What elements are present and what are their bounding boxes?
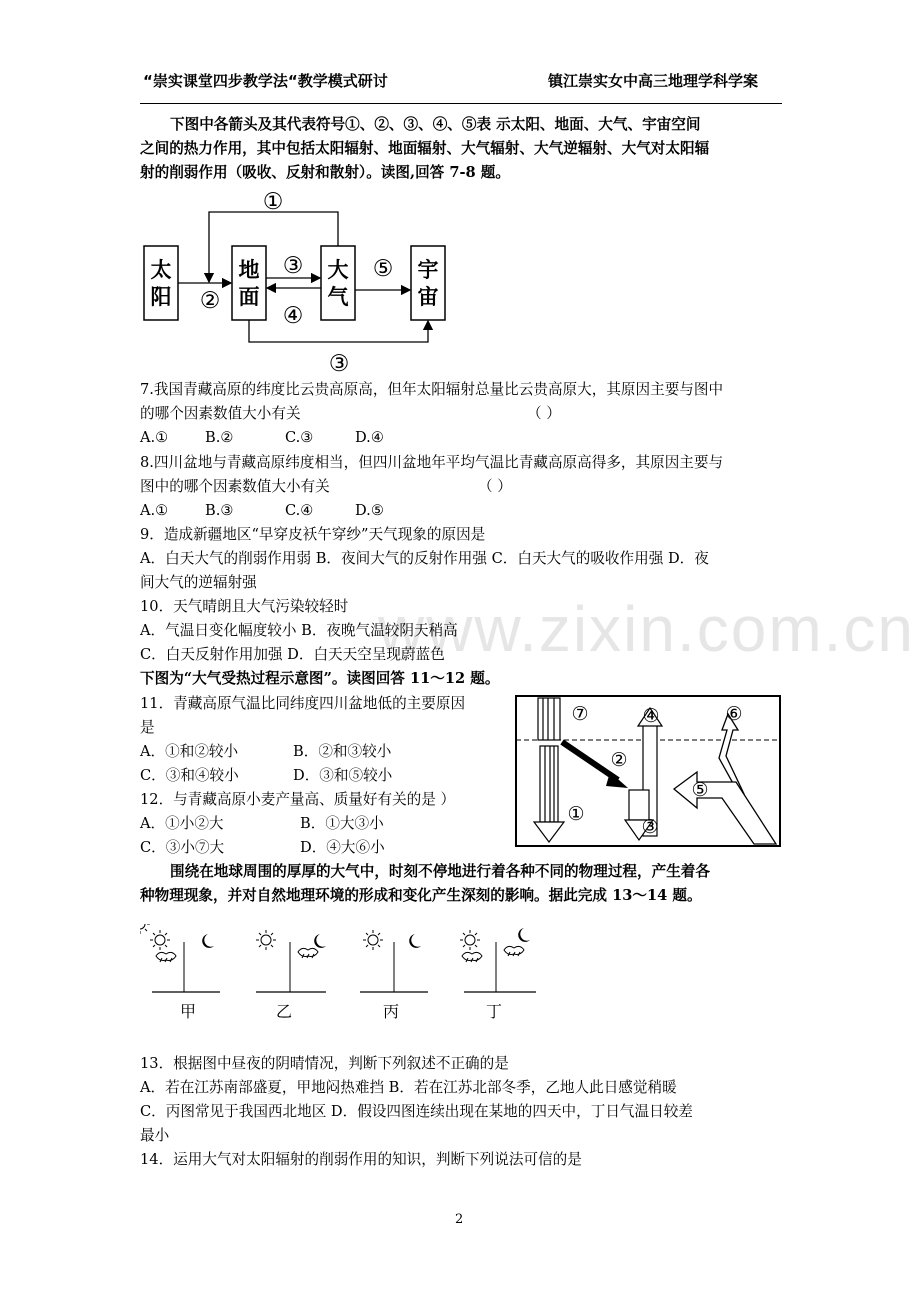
label-3: ③ [282, 253, 304, 279]
q12-opt-a: A．①小②大 [140, 815, 224, 832]
q10-line2: A．气温日变化幅度较小 B．夜晚气温较阴天稍高 [140, 622, 458, 639]
svg-text:⑦: ⑦ [571, 703, 589, 725]
box-space-label-2: 宙 [417, 284, 439, 309]
q9-line2: A．白天大气的削弱作用弱 B．夜间大气的反射作用强 C．白天大气的吸收作用强 D．夜 [140, 550, 709, 567]
intro-line3: 射的削弱作用（吸收、反射和散射）。读图,回答 7-8 题。 [140, 164, 510, 181]
header-rule [140, 103, 782, 104]
label-2: ② [199, 288, 221, 314]
box-sun-label-1: 太 [150, 257, 172, 282]
intro-line1: 下图中各箭头及其代表符号①、②、③、④、⑤表 示太阳、地面、大气、宇宙空间 [170, 116, 701, 133]
intro3-line2: 种物理现象，并对自然地理环境的形成和变化产生深刻的影响。据此完成 13～14 题。 [140, 887, 702, 904]
intro2: 下图为“大气受热过程示意图”。读图回答 11～12 题。 [140, 670, 500, 687]
q11-line1: 11．青藏高原气温比同纬度四川盆地低的主要原因 [140, 695, 466, 712]
svg-text:②: ② [610, 749, 628, 771]
q9-line1: 9．造成新疆地区“早穿皮袄午穿纱”天气现象的原因是 [140, 526, 486, 543]
label-3b: ③ [328, 351, 350, 374]
intro3-line1: 围绕在地球周围的厚厚的大气中，时刻不停地进行着各种不同的物理过程，产生着各 [170, 863, 710, 880]
page-number: 2 [455, 1212, 464, 1227]
svg-text:⑤: ⑤ [691, 779, 709, 801]
q8-opt-a: A.① [140, 502, 169, 519]
q12-opt-d: D．④大⑥小 [300, 839, 385, 856]
box-atm-label-2: 气 [327, 284, 349, 309]
q9-line3: 间大气的逆辐射强 [140, 574, 257, 591]
q8-paren: （ ） [478, 478, 512, 495]
q12-opt-b: B．①大③小 [300, 815, 384, 832]
q13-line2: A．若在江苏南部盛夏，甲地闷热难挡 B．若在江苏北部冬季，乙地人此日感觉稍暖 [140, 1079, 677, 1096]
q12-opt-c: C．③小⑦大 [140, 839, 225, 856]
q11-opt-a: A．①和②较小 [140, 743, 239, 760]
q8-opt-c: C.④ [285, 502, 314, 519]
q7-opt-d: D.④ [355, 429, 384, 446]
q8-line2: 图中的哪个因素数值大小有关 [140, 478, 330, 495]
box-sun-label-2: 阳 [150, 284, 172, 309]
q7-paren: （ ） [527, 405, 561, 422]
q13-line3: C．丙图常见于我国西北地区 D．假设四图连续出现在某地的四天中，丁日气温日较差 [140, 1103, 693, 1120]
q11-line2: 是 [140, 719, 155, 736]
label-4: ④ [282, 303, 304, 329]
watermark: www.zixin.com.cn [378, 593, 915, 665]
q7-line1: 7.我国青藏高原的纬度比云贵高原高，但年太阳辐射总量比云贵高原大，其原因主要与图中 [140, 381, 724, 398]
q8-line1: 8.四川盆地与青藏高原纬度相当，但四川盆地年平均气温比青藏高原高得多，其原因主要与 [140, 454, 724, 471]
q12-line1: 12．与青藏高原小麦产量高、质量好有关的是 ） [140, 791, 456, 808]
label-5: ⑤ [372, 256, 394, 282]
svg-text:⑥: ⑥ [725, 703, 743, 725]
label-jia: 甲 [180, 1002, 197, 1021]
svg-text:④: ④ [642, 705, 660, 727]
label-1: ① [262, 189, 284, 215]
q11-opt-b: B．②和③较小 [293, 743, 392, 760]
q11-opt-c: C．③和④较小 [140, 767, 239, 784]
q13-line1: 13．根据图中昼夜的阴晴情况，判断下列叙述不正确的是 [140, 1055, 509, 1072]
q7-line2: 的哪个因素数值大小有关 [140, 405, 301, 422]
q10-line3: C．白天反射作用加强 D．白天天空呈现蔚蓝色 [140, 646, 445, 663]
q11-opt-d: D．③和⑤较小 [293, 767, 393, 784]
q13-line4: 最小 [140, 1127, 170, 1144]
header-right: 镇江崇实女中高三地理学科学案 [548, 72, 759, 90]
box-space-label-1: 宇 [417, 257, 439, 282]
sun-icon [140, 924, 150, 934]
svg-text:③: ③ [641, 816, 659, 838]
q10-line1: 10．天气晴朗且大气污染较轻时 [140, 598, 349, 615]
q7-opt-a: A.① [140, 429, 169, 446]
q8-opt-b: B.③ [205, 502, 234, 519]
label-ding: 丁 [486, 1002, 503, 1021]
atmospheric-heating-diagram [514, 694, 784, 850]
q7-opt-c: C.③ [285, 429, 314, 446]
svg-text:①: ① [567, 803, 585, 825]
q14-line1: 14．运用大气对太阳辐射的削弱作用的知识，判断下列说法可信的是 [140, 1151, 582, 1168]
q8-opt-d: D.⑤ [355, 502, 384, 519]
box-ground-label-1: 地 [238, 257, 260, 282]
box-ground-label-2: 面 [238, 284, 260, 309]
label-bing: 丙 [383, 1002, 400, 1021]
intro-line2: 之间的热力作用，其中包括太阳辐射、地面辐射、大气辐射、大气逆辐射、大气对太阳辐 [140, 140, 710, 157]
q7-opt-b: B.② [205, 429, 234, 446]
box-atm-label-1: 大 [327, 257, 349, 282]
heat-flow-diagram [136, 182, 466, 374]
header-left: “崇实课堂四步教学法“教学模式研讨 [143, 72, 388, 90]
label-yi: 乙 [276, 1002, 293, 1021]
